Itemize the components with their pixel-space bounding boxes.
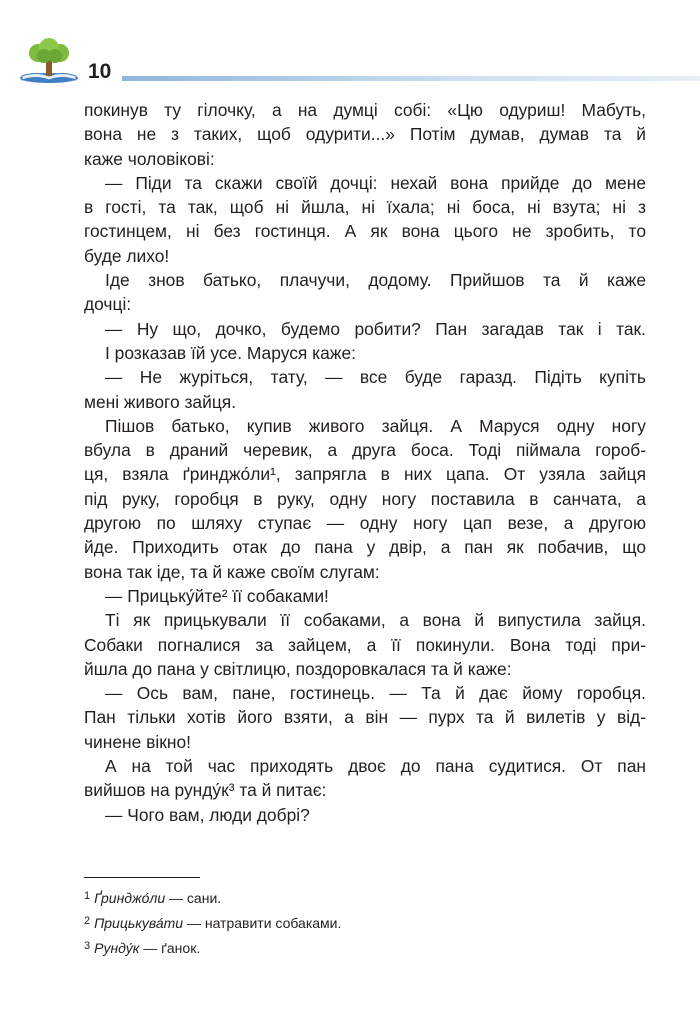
text-line: Пан тільки хотів його взяти, а він — пурх та й вилетів у від- xyxy=(84,707,646,728)
page-number: 10 xyxy=(88,60,112,83)
footnote xyxy=(84,885,624,910)
text-line: покинув ту гілочку, а на думці собі: «Цю одуриш! Мабуть, xyxy=(84,100,646,120)
text-line: Іде знов батько, плачучи, додому. Прийшов та й каже xyxy=(105,270,646,291)
footnote-definition: — сани. xyxy=(165,890,222,906)
text-line: Собаки погналися за зайцем, а її покинули. Вона тоді при- xyxy=(84,634,646,655)
tree-book-icon xyxy=(18,38,80,84)
text-line: йшла до пана у світлицю, поздоровкалася та й каже: xyxy=(84,658,512,679)
text-line: вона так іде, та й каже своїм слугам: xyxy=(84,561,380,582)
text-line: вийшов на рунду́к³ та й питає: xyxy=(84,780,327,801)
text-line: йде. Приходить отак до пана у двір, а пан як побачив, що xyxy=(84,537,646,558)
text-line: під руку, горобця в руку, одну ногу поставила в санчата, а xyxy=(84,488,646,509)
text-line: — Ось вам, пане, гостинець. — Та й дає йому горобця. xyxy=(105,683,646,704)
text-line: каже чоловікові: xyxy=(84,148,215,169)
footnote-term: Ґринджо́ли xyxy=(94,890,166,906)
text-line: Ті як прицькували її собаками, а вона й випустила зайця. xyxy=(105,610,646,631)
text-line: мені живого зайця. xyxy=(84,391,237,412)
text-line: вона не з таких, щоб одурити...» Потім думав, думав та й xyxy=(84,124,646,145)
text-line: в гості, та так, щоб ні йшла, ні їхала; ні боса, ні взута; ні з xyxy=(84,197,646,218)
text-line: дочці: xyxy=(84,294,132,315)
text-line: ця, взяла ґринджо́ли¹, запрягла в них цапа. От узяла зайця xyxy=(84,464,646,485)
text-line: буде лихо! xyxy=(84,245,170,266)
footnote xyxy=(84,910,624,935)
footnote-term: Прицькува́ти xyxy=(94,915,184,931)
footnote-number: 3 xyxy=(84,940,91,952)
page-header xyxy=(18,38,700,88)
footnote xyxy=(84,935,624,960)
footnote-definition: — ґанок. xyxy=(139,940,201,956)
footnote-divider xyxy=(84,877,200,878)
footnote-number: 2 xyxy=(84,915,91,927)
text-line: — Чого вам, люди добрі? xyxy=(105,804,310,825)
footnote-definition: — натравити собаками. xyxy=(183,915,342,931)
footnotes xyxy=(84,885,624,960)
text-line: — Піди та скажи своїй дочці: нехай вона прийде до мене xyxy=(105,172,646,193)
text-line: Пішов батько, купив живого зайця. А Маруся одну ногу xyxy=(105,415,646,436)
footnote-number: 1 xyxy=(84,890,91,902)
header-rule xyxy=(122,76,700,81)
text-line: І розказав їй усе. Маруся каже: xyxy=(105,342,356,363)
text-line: А на той час приходять двоє до пана судитися. От пан xyxy=(105,756,646,777)
text-line: гостинцем, ні без гостинця. А як вона цього не зробить, то xyxy=(84,221,646,242)
text-line: вбула в драний черевик, а друга боса. Тоді піймала гороб- xyxy=(84,440,646,461)
text-line: — Ну що, дочко, будемо робити? Пан загадав так і так. xyxy=(105,318,646,339)
text-line: чинене вікно! xyxy=(84,731,191,752)
story-text xyxy=(84,98,646,827)
footnote-term: Рунду́к xyxy=(94,940,140,956)
text-line: другою по шляху ступає — одну ногу цап везе, а другою xyxy=(84,513,646,534)
text-line: — Не журіться, тату, — все буде гаразд. Підіть купіть xyxy=(105,367,646,388)
text-line: — Прицьку́йте² її собаками! xyxy=(105,585,329,606)
